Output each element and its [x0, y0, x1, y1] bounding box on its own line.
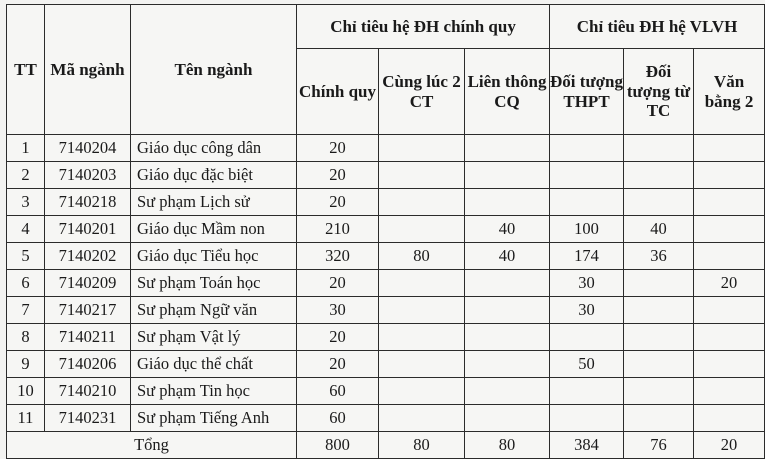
- cell-doi-tuong-tc: [624, 135, 694, 162]
- cell-doi-tuong-thpt: 50: [550, 351, 624, 378]
- total-chinh-quy: 800: [297, 432, 379, 459]
- cell-chinh-quy: 20: [297, 189, 379, 216]
- cell-doi-tuong-thpt: [550, 378, 624, 405]
- header-ten-nganh: Tên ngành: [131, 5, 297, 135]
- cell-cung-luc: 80: [379, 243, 465, 270]
- cell-tt: 6: [7, 270, 45, 297]
- cell-van-bang-2: [694, 297, 765, 324]
- cell-doi-tuong-thpt: 30: [550, 270, 624, 297]
- cell-ma-nganh: 7140209: [45, 270, 131, 297]
- cell-chinh-quy: 20: [297, 162, 379, 189]
- cell-doi-tuong-thpt: 30: [550, 297, 624, 324]
- cell-cung-luc: [379, 405, 465, 432]
- cell-cung-luc: [379, 378, 465, 405]
- table-row: [7, 297, 765, 324]
- cell-ma-nganh: 7140210: [45, 378, 131, 405]
- header-cung-luc: Cùng lúc 2 CT: [379, 49, 465, 135]
- cell-van-bang-2: [694, 351, 765, 378]
- cell-doi-tuong-tc: [624, 324, 694, 351]
- header-group-vlvh: Chỉ tiêu ĐH hệ VLVH: [550, 5, 765, 49]
- cell-lien-thong: [465, 135, 550, 162]
- cell-tt: 8: [7, 324, 45, 351]
- cell-van-bang-2: [694, 162, 765, 189]
- cell-cung-luc: [379, 324, 465, 351]
- cell-ten-nganh: Sư phạm Toán học: [131, 270, 297, 297]
- cell-doi-tuong-tc: [624, 351, 694, 378]
- table-row: [7, 189, 765, 216]
- cell-lien-thong: [465, 297, 550, 324]
- cell-doi-tuong-thpt: [550, 189, 624, 216]
- cell-ma-nganh: 7140201: [45, 216, 131, 243]
- cell-chinh-quy: 320: [297, 243, 379, 270]
- total-van-bang-2: 20: [694, 432, 765, 459]
- cell-van-bang-2: [694, 216, 765, 243]
- cell-tt: 2: [7, 162, 45, 189]
- cell-cung-luc: [379, 297, 465, 324]
- cell-ma-nganh: 7140206: [45, 351, 131, 378]
- total-doi-tuong-tc: 76: [624, 432, 694, 459]
- cell-doi-tuong-thpt: 174: [550, 243, 624, 270]
- cell-cung-luc: [379, 216, 465, 243]
- cell-cung-luc: [379, 135, 465, 162]
- cell-lien-thong: [465, 378, 550, 405]
- cell-doi-tuong-thpt: [550, 324, 624, 351]
- header-doi-tuong-tc: Đối tượng từ TC: [624, 49, 694, 135]
- cell-tt: 9: [7, 351, 45, 378]
- cell-ten-nganh: Giáo dục công dân: [131, 135, 297, 162]
- cell-tt: 5: [7, 243, 45, 270]
- cell-doi-tuong-tc: [624, 297, 694, 324]
- table-row: [7, 162, 765, 189]
- header-lien-thong: Liên thông CQ: [465, 49, 550, 135]
- cell-chinh-quy: 20: [297, 351, 379, 378]
- cell-van-bang-2: [694, 324, 765, 351]
- cell-tt: 4: [7, 216, 45, 243]
- cell-lien-thong: 40: [465, 216, 550, 243]
- table-row: [7, 405, 765, 432]
- cell-lien-thong: 40: [465, 243, 550, 270]
- cell-ten-nganh: Giáo dục thể chất: [131, 351, 297, 378]
- cell-ten-nganh: Sư phạm Lịch sử: [131, 189, 297, 216]
- header-van-bang-2: Văn bằng 2: [694, 49, 765, 135]
- cell-lien-thong: [465, 324, 550, 351]
- cell-van-bang-2: [694, 378, 765, 405]
- table-row: [7, 270, 765, 297]
- cell-doi-tuong-tc: [624, 162, 694, 189]
- cell-doi-tuong-tc: [624, 189, 694, 216]
- cell-doi-tuong-tc: [624, 270, 694, 297]
- header-ma-nganh: Mã ngành: [45, 5, 131, 135]
- cell-van-bang-2: [694, 135, 765, 162]
- cell-van-bang-2: [694, 405, 765, 432]
- cell-tt: 1: [7, 135, 45, 162]
- total-cung-luc: 80: [379, 432, 465, 459]
- cell-cung-luc: [379, 351, 465, 378]
- cell-lien-thong: [465, 270, 550, 297]
- cell-ten-nganh: Sư phạm Vật lý: [131, 324, 297, 351]
- total-lien-thong: 80: [465, 432, 550, 459]
- cell-ten-nganh: Giáo dục Tiểu học: [131, 243, 297, 270]
- cell-tt: 3: [7, 189, 45, 216]
- cell-doi-tuong-tc: 40: [624, 216, 694, 243]
- total-doi-tuong-thpt: 384: [550, 432, 624, 459]
- table-row: [7, 351, 765, 378]
- cell-tt: 7: [7, 297, 45, 324]
- cell-chinh-quy: 20: [297, 135, 379, 162]
- table-row: [7, 378, 765, 405]
- cell-tt: 10: [7, 378, 45, 405]
- table-row: [7, 216, 765, 243]
- cell-ma-nganh: 7140204: [45, 135, 131, 162]
- cell-chinh-quy: 20: [297, 324, 379, 351]
- cell-doi-tuong-thpt: [550, 162, 624, 189]
- cell-cung-luc: [379, 270, 465, 297]
- cell-van-bang-2: 20: [694, 270, 765, 297]
- cell-ma-nganh: 7140217: [45, 297, 131, 324]
- cell-doi-tuong-thpt: [550, 405, 624, 432]
- cell-chinh-quy: 210: [297, 216, 379, 243]
- header-tt: TT: [7, 5, 45, 135]
- cell-chinh-quy: 20: [297, 270, 379, 297]
- cell-ma-nganh: 7140202: [45, 243, 131, 270]
- header-chinh-quy: Chính quy: [297, 49, 379, 135]
- cell-doi-tuong-tc: [624, 405, 694, 432]
- cell-ma-nganh: 7140203: [45, 162, 131, 189]
- cell-ten-nganh: Giáo dục Mầm non: [131, 216, 297, 243]
- cell-van-bang-2: [694, 243, 765, 270]
- admission-quota-table: [6, 4, 765, 459]
- cell-chinh-quy: 30: [297, 297, 379, 324]
- cell-lien-thong: [465, 351, 550, 378]
- header-group-chinh-quy: Chỉ tiêu hệ ĐH chính quy: [297, 5, 550, 49]
- cell-chinh-quy: 60: [297, 405, 379, 432]
- cell-lien-thong: [465, 162, 550, 189]
- cell-ten-nganh: Giáo dục đặc biệt: [131, 162, 297, 189]
- table-row: [7, 324, 765, 351]
- cell-lien-thong: [465, 405, 550, 432]
- cell-ten-nganh: Sư phạm Tin học: [131, 378, 297, 405]
- cell-doi-tuong-thpt: [550, 135, 624, 162]
- table-row: [7, 135, 765, 162]
- total-label: Tổng: [7, 432, 297, 459]
- cell-ma-nganh: 7140218: [45, 189, 131, 216]
- cell-doi-tuong-tc: [624, 378, 694, 405]
- cell-lien-thong: [465, 189, 550, 216]
- cell-van-bang-2: [694, 189, 765, 216]
- cell-doi-tuong-thpt: 100: [550, 216, 624, 243]
- table-row: [7, 243, 765, 270]
- cell-chinh-quy: 60: [297, 378, 379, 405]
- cell-cung-luc: [379, 162, 465, 189]
- cell-ten-nganh: Sư phạm Ngữ văn: [131, 297, 297, 324]
- cell-cung-luc: [379, 189, 465, 216]
- total-row: [7, 432, 765, 459]
- header-doi-tuong-thpt: Đối tượng THPT: [550, 49, 624, 135]
- cell-doi-tuong-tc: 36: [624, 243, 694, 270]
- cell-tt: 11: [7, 405, 45, 432]
- cell-ma-nganh: 7140231: [45, 405, 131, 432]
- cell-ten-nganh: Sư phạm Tiếng Anh: [131, 405, 297, 432]
- cell-ma-nganh: 7140211: [45, 324, 131, 351]
